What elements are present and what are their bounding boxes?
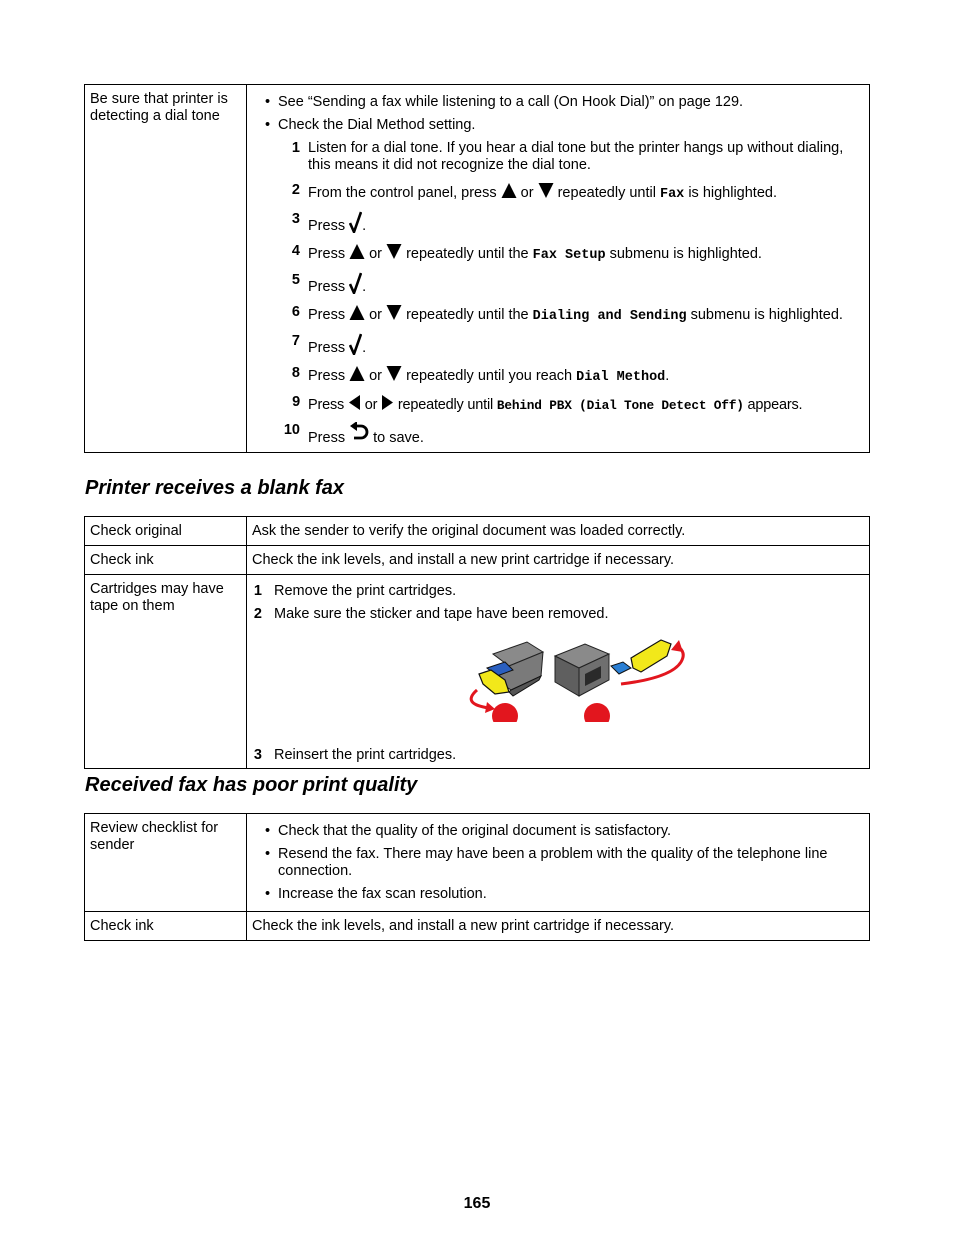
arrow-down-icon [386, 304, 402, 321]
row-label: Check ink [85, 912, 247, 941]
row-text: Check the ink levels, and install a new print cartridge if necessary. [247, 912, 870, 941]
poor-quality-table [84, 813, 870, 941]
step-text: or [360, 397, 382, 413]
step-text: Press [308, 368, 350, 384]
cartridge-tape-removal-image [461, 634, 691, 722]
step-1 [278, 140, 864, 174]
row-text: Ask the sender to verify the original document was loaded correctly. [247, 517, 870, 546]
step-number: 4 [291, 243, 300, 259]
step-text: or [516, 185, 538, 201]
page-number: 165 [463, 1195, 491, 1212]
color-cartridge-image [471, 642, 543, 722]
arrow-down-icon [538, 182, 554, 199]
table-row [85, 546, 870, 575]
step-text: Press [308, 279, 350, 295]
table-row [85, 814, 870, 912]
row-label: Cartridges may have tape on them [85, 575, 247, 769]
step-text: Remove the print cartridges. [274, 583, 457, 599]
dial-tone-table [84, 84, 870, 453]
step-text: Press [308, 340, 350, 356]
row-label: Check original [85, 517, 247, 546]
step-9 [278, 394, 864, 414]
menu-code: Behind PBX (Dial Tone Detect Off) [496, 398, 744, 413]
arrow-right-icon [381, 394, 394, 411]
step-text: repeatedly until [553, 185, 660, 201]
arrow-up-icon [501, 182, 517, 199]
table-row [85, 517, 870, 546]
step-text: Press [308, 218, 350, 234]
step-text: Make sure the sticker and tape have been removed. [274, 606, 609, 622]
step-text: From the control panel, press [308, 185, 501, 201]
table-row [85, 85, 870, 453]
step-number: 7 [291, 333, 300, 349]
step-text: repeatedly until [394, 397, 497, 413]
section-heading-blank-fax: Printer receives a blank fax [85, 477, 345, 499]
list-item: • Check that the quality of the original document is satisfactory. [252, 823, 864, 840]
menu-code: Fax [659, 187, 685, 202]
tape-steps-cell [247, 575, 870, 769]
step-number: 10 [283, 422, 300, 438]
step-text: submenu is highlighted. [686, 307, 843, 323]
menu-code: Fax Setup [532, 248, 606, 263]
step-text: appears. [743, 397, 803, 413]
section-heading-poor-quality: Received fax has poor print quality [85, 774, 418, 796]
table-row [85, 575, 870, 769]
review-bullets-cell [247, 814, 870, 912]
step-2 [252, 606, 864, 623]
step-8 [278, 365, 864, 386]
step-6 [278, 304, 864, 325]
step-number: 3 [253, 747, 262, 763]
dial-tone-solution [247, 85, 870, 453]
step-text: repeatedly until the [402, 246, 533, 262]
step-text: Press [308, 307, 350, 323]
step-text: Press [308, 430, 350, 446]
step-5 [278, 272, 864, 296]
list-item: • Increase the fax scan resolution. [252, 886, 864, 903]
table-row [85, 912, 870, 941]
step-text: or [365, 307, 387, 323]
cartridge-illustration [252, 629, 864, 747]
step-number: 9 [292, 394, 300, 410]
step-text: is highlighted. [684, 185, 777, 201]
row-label: Check ink [85, 546, 247, 575]
step-text: . [362, 279, 367, 295]
step-text: or [365, 368, 387, 384]
arrow-up-icon [349, 243, 365, 260]
step-7 [278, 333, 864, 357]
step-text: repeatedly until you reach [402, 368, 577, 384]
step-number: 2 [291, 182, 300, 198]
step-text: to save. [369, 430, 424, 446]
menu-code: Dial Method [576, 370, 666, 385]
step-number: 5 [291, 272, 300, 288]
row-text: Check the ink levels, and install a new print cartridge if necessary. [247, 546, 870, 575]
step-text: repeatedly until the [402, 307, 533, 323]
arrow-up-icon [349, 365, 365, 382]
black-cartridge-image [555, 640, 683, 722]
list-item: • Resend the fax. There may have been a problem with the quality of the telephone line connection. [252, 846, 864, 880]
blank-fax-table [84, 516, 870, 769]
step-number: 1 [291, 140, 300, 156]
step-number: 8 [291, 365, 300, 381]
arrow-up-icon [349, 304, 365, 321]
step-text: Reinsert the print cartridges. [274, 747, 457, 763]
select-check-icon [349, 333, 362, 355]
dial-tone-label: Be sure that printer is detecting a dial tone [85, 85, 247, 453]
dial-method-steps [278, 140, 864, 447]
select-check-icon [349, 272, 362, 294]
arrow-down-icon [386, 243, 402, 260]
review-label: Review checklist for sender [85, 814, 247, 912]
step-text: . [665, 368, 670, 384]
step-text: Press [308, 246, 350, 262]
step-text: Listen for a dial tone. If you hear a dial tone but the printer hangs up without dialing, this means it did not recognize the dial tone. [308, 140, 844, 173]
step-text: . [362, 340, 367, 356]
step-10 [278, 422, 864, 447]
select-check-icon [349, 211, 362, 233]
back-icon [349, 422, 369, 444]
step-text: Press [308, 397, 348, 413]
step-text: or [365, 246, 387, 262]
arrow-left-icon [348, 394, 361, 411]
step-text: . [362, 218, 367, 234]
menu-code: Dialing and Sending [532, 309, 687, 324]
step-2 [278, 182, 864, 203]
step-1 [252, 583, 864, 600]
list-item: • Check the Dial Method setting. [252, 117, 864, 134]
arrow-down-icon [386, 365, 402, 382]
step-number: 6 [291, 304, 300, 320]
step-3 [278, 211, 864, 235]
tape-steps [252, 583, 864, 764]
step-text: submenu is highlighted. [605, 246, 762, 262]
step-number: 1 [253, 583, 262, 599]
step-3 [252, 747, 864, 764]
review-bullets [252, 823, 864, 903]
list-item: • See “Sending a fax while listening to a call (On Hook Dial)” on page 129. [252, 94, 864, 111]
step-number: 2 [253, 606, 262, 622]
step-4 [278, 243, 864, 264]
dial-tone-bullets [252, 94, 864, 134]
step-number: 3 [291, 211, 300, 227]
